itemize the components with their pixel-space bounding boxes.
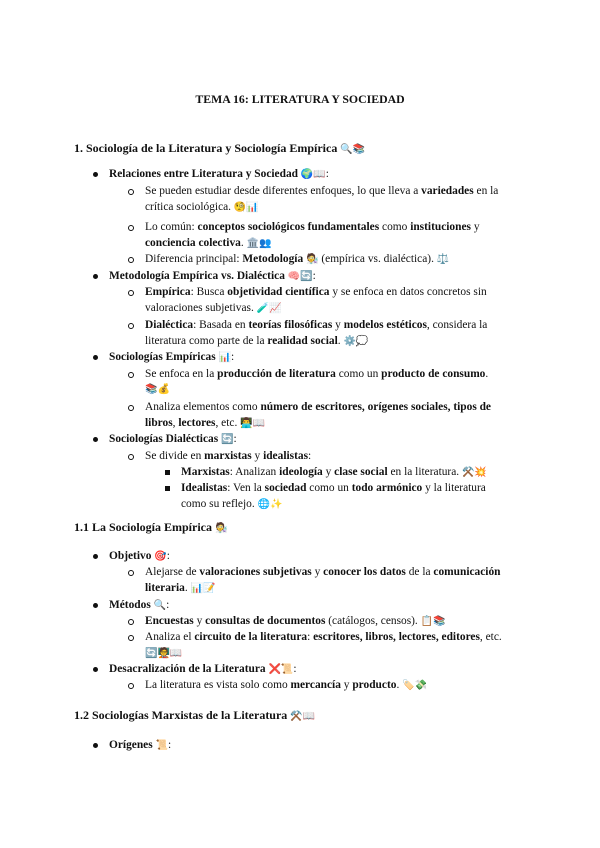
scientist-icon: 🧑‍🔬 [215, 523, 228, 534]
metodologia-item: Metodología Empírica vs. Dialéctica 🧠🔄: [109, 270, 316, 282]
bullet-circle [128, 323, 134, 329]
bullet-dot [93, 437, 98, 442]
globe-book-icon: 🌍📖 [300, 169, 326, 180]
metodos-a-line: Encuestas y consultas de documentos (catálogos, censos). 📋📚 [145, 615, 446, 627]
bullet-square [165, 486, 170, 491]
scales-icon: ⚖️ [436, 254, 450, 265]
dialectica-line2: literatura como parte de la realidad social. ⚙️💭 [145, 335, 369, 347]
bar-chart-icon: 📊 [218, 352, 231, 363]
institution-people-icon: 🏛️👥 [246, 238, 272, 249]
relaciones-a-line1: Se pueden estudiar desde diferentes enfoques, lo que lleva a variedades en la [145, 185, 499, 197]
dialectica-line1: Dialéctica: Basada en teorías filosóficas y modelos estéticos, considera la [145, 319, 488, 331]
hammer-pick-explosion-icon: ⚒️💥 [461, 467, 487, 478]
cycle-teacher-book-icon: 🔄🧑‍🏫📖 [145, 648, 183, 659]
bullet-dot [93, 355, 98, 360]
bullet-circle [128, 619, 134, 625]
bullet-circle [128, 683, 134, 689]
empiricas-item: Sociologías Empíricas 📊: [109, 351, 235, 363]
bullet-dot [93, 554, 98, 559]
section-1-1-heading: 1.1 La Sociología Empírica 🧑‍🔬 [74, 520, 228, 534]
relaciones-b-line2: conciencia colectiva. 🏛️👥 [145, 237, 272, 249]
target-icon: 🎯 [154, 551, 167, 562]
brain-cycle-icon: 🧠🔄 [287, 271, 313, 282]
bullet-dot [93, 274, 98, 279]
bullet-circle [128, 570, 134, 576]
search-books-icon: 🔍📚 [340, 144, 366, 155]
hammer-pick-book-icon: ⚒️📖 [290, 711, 316, 722]
magnifier-icon: 🔍 [153, 600, 167, 611]
origenes-item: Orígenes 📜: [109, 739, 172, 751]
test-tube-chart-icon: 🧪📈 [256, 303, 282, 314]
idealistas-line2: como su reflejo. 🌐✨ [181, 498, 283, 510]
metodos-b-line2 [145, 645, 182, 662]
section-1-2-heading: 1.2 Sociologías Marxistas de la Literatura ⚒️📖 [74, 708, 316, 722]
empiricas-b-line1: Analiza elementos como número de escritores, orígenes sociales, tipos de [145, 401, 491, 413]
desacralizacion-item: Desacralización de la Literatura ❌📜: [109, 663, 297, 675]
dialecticas-a-line: Se divide en marxistas y idealistas: [145, 450, 312, 462]
idealistas-line1: Idealistas: Ven la sociedad como un todo armónico y la literatura [181, 482, 486, 494]
objetivo-item: Objetivo 🎯: [109, 550, 170, 562]
bullet-circle [128, 635, 134, 641]
monocle-chart-icon: 🧐📊 [233, 202, 259, 213]
globe-sparkles-icon: 🌐✨ [257, 499, 283, 510]
bullet-circle [128, 257, 134, 263]
bullet-circle [128, 454, 134, 460]
clipboard-books-icon: 📋📚 [420, 616, 446, 627]
relaciones-a-line2: crítica sociológica. 🧐📊 [145, 201, 259, 213]
empirica-line1: Empírica: Busca objetividad científica y se enfoca en datos concretos sin [145, 286, 487, 298]
section-1-heading-text: 1. Sociología de la Literatura y Sociología Empírica [74, 141, 338, 155]
bullet-circle [128, 290, 134, 296]
objetivo-line1: Alejarse de valoraciones subjetivas y conocer los datos de la comunicación [145, 566, 501, 578]
relaciones-b-line1: Lo común: conceptos sociológicos fundamentales como instituciones y [145, 221, 480, 233]
section-1-heading [74, 140, 365, 158]
relaciones-c-line: Diferencia principal: Metodología 🧑‍🔬 (empírica vs. dialéctica). ⚖️ [145, 253, 450, 265]
empirica-line2: valoraciones subjetivas. 🧪📈 [145, 302, 282, 314]
bullet-dot [93, 172, 98, 177]
scroll-icon: 📜 [155, 740, 168, 751]
tag-money-icon: 🏷️💸 [402, 680, 428, 691]
bullet-circle [128, 225, 134, 231]
relaciones-item: Relaciones entre Literatura y Sociedad 🌍📖: [109, 168, 329, 180]
bullet-circle [128, 189, 134, 195]
books-money-icon: 📚💰 [145, 384, 170, 395]
bullet-circle [128, 372, 134, 378]
document-title: TEMA 16: LITERATURA Y SOCIEDAD [195, 92, 405, 106]
scientist-icon: 🧑‍🔬 [306, 254, 319, 265]
bullet-dot [93, 603, 98, 608]
metodos-b-line1: Analiza el circuito de la literatura: escritores, libros, lectores, editores, etc. [145, 631, 502, 643]
objetivo-line2: literaria. 📊📝 [145, 582, 216, 594]
bullet-square [165, 470, 170, 475]
bullet-dot [93, 743, 98, 748]
marxistas-line: Marxistas: Analizan ideología y clase social en la literatura. ⚒️💥 [181, 466, 487, 478]
desacralizacion-a-line: La literatura es vista solo como mercancía y producto. 🏷️💸 [145, 679, 428, 691]
bullet-circle [128, 405, 134, 411]
metodos-item: Métodos 🔍: [109, 599, 170, 611]
technologist-book-icon: 👨‍💻📖 [240, 418, 266, 429]
gear-thought-icon: ⚙️💭 [343, 336, 369, 347]
cycle-icon: 🔄 [221, 434, 234, 445]
empiricas-a-line2 [145, 381, 170, 398]
empiricas-a-line1: Se enfoca en la producción de literatura como un producto de consumo. [145, 368, 489, 380]
bullet-dot [93, 667, 98, 672]
relaciones-label: Relaciones entre Literatura y Sociedad [109, 168, 298, 180]
dialecticas-item: Sociologías Dialécticas 🔄: [109, 433, 237, 445]
empiricas-b-line2: libros, lectores, etc. 👨‍💻📖 [145, 417, 266, 429]
cross-scroll-icon: ❌📜 [268, 664, 294, 675]
chart-memo-icon: 📊📝 [190, 583, 216, 594]
